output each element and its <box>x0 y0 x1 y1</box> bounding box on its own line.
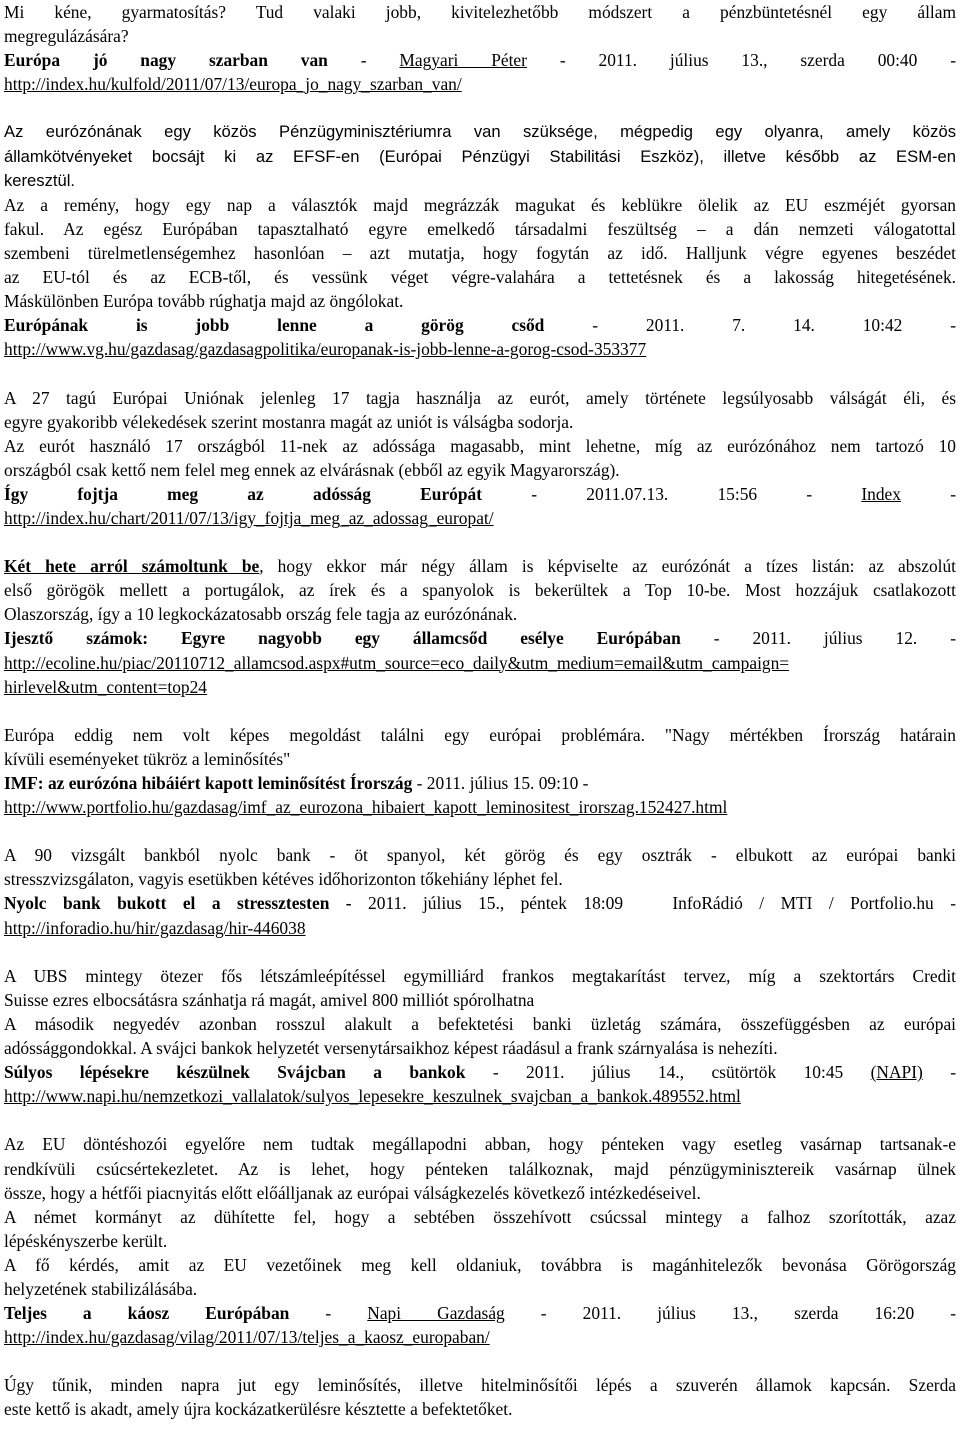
article-url[interactable]: http://www.napi.hu/nemzetkozi_vallalatok/sulyos_lepesekre_keszulnek_svajcban_a_bankok.489552.html <box>4 1086 741 1107</box>
article-url[interactable]: http://inforadio.hu/hir/gazdasag/hir-446038 <box>4 917 306 938</box>
paragraph-line: Az EU döntéshozói egyelőre nem tudtak megállapodni abban, hogy pénteken vagy esetleg vasárnap tartsanak-e <box>4 1134 956 1155</box>
paragraph-line: össze, hogy a hétfői piacnyitás előtt előálljanak az európai válságkezelés következő intézkedéseivel. <box>4 1182 701 1203</box>
article-url[interactable]: http://www.vg.hu/gazdasag/gazdasagpolitika/europanak-is-jobb-lenne-a-gorog-csod-353377 <box>4 339 647 360</box>
article-title: Európa jó nagy szarban van <box>4 50 328 71</box>
article-heading <box>4 1060 956 1084</box>
paragraph-line: lépéskényszerbe került. <box>4 1230 168 1251</box>
separator: - <box>289 1303 368 1324</box>
paragraph-line: első görögök mellett a portugálok, az írek és a spanyolok is bekerültek a Top 10-be. Most hozzájuk csatlakozott <box>4 580 956 601</box>
paragraph-line: adóssággondokkal. A svájci bankok helyzetét versenytársaikhoz képest ráadásul a frank szárnyalása is nehezíti. <box>4 1038 778 1059</box>
article-title: Ijesztő számok: Egyre nagyobb egy államcsőd esélye Európában <box>4 628 681 649</box>
article-url[interactable]: hirlevel&utm_content=top24 <box>4 676 207 697</box>
article-url[interactable]: http://index.hu/gazdasag/vilag/2011/07/13/teljes_a_kaosz_europaban/ <box>4 1327 490 1348</box>
paragraph-line: államkötvényeket bocsájt ki az EFSF-en (Európai Pénzügyi Stabilitási Eszköz), illetve később az ESM-en <box>4 146 956 166</box>
paragraph-line: egyre gyakoribb vélekedések szerint mostanra magát az uniót is válságba sodorja. <box>4 411 574 432</box>
article-heading <box>4 771 956 795</box>
article-heading <box>4 626 956 650</box>
article-date: - 2011. július 13., szerda 16:20 - <box>504 1303 957 1324</box>
article-heading <box>4 1301 956 1325</box>
article-heading <box>4 313 956 337</box>
paragraph-line: stresszvizsgálaton, vagyis esetükben kétéves időhorizonton tőkehiány léphet fel. <box>4 869 563 890</box>
separator: - <box>327 50 400 71</box>
article-date: - 2011. július 12. - <box>680 628 956 649</box>
paragraph-line: Az eurót használó 17 országból 11-nek az adóssága magasabb, mint lehetne, míg az eurózónához nem tartozó 10 <box>4 435 956 456</box>
paragraph-line <box>4 554 956 578</box>
paragraph-line: Az eurózónának egy közös Pénzügyminisztériumra van szüksége, mégpedig egy olyanra, amely közös <box>4 122 956 142</box>
paragraph-line: A második negyedév azonban rosszul alakult a befektetési banki üzletág számára, összefüggésben az európai <box>4 1013 956 1034</box>
article-date: - 2011. július 13., szerda 00:40 - <box>526 50 956 71</box>
separator: - <box>922 1062 956 1083</box>
paragraph-line: megregulázására? <box>4 26 129 47</box>
paragraph-line: keresztül. <box>4 170 76 190</box>
paragraph-line: szembeni türelmetlenségemhez hasonlóan – azt mutatja, hogy fogytán az idő. Halljunk végre egyenes beszédet <box>4 242 956 263</box>
paragraph-line: A 27 tagú Európai Uniónak jelenleg 17 tagja használja az eurót, amely története legsúlyosabb válságát éli, és <box>4 387 956 408</box>
paragraph-line: A 90 vizsgált bankból nyolc bank - öt spanyol, két görög és egy osztrák - elbukott az európai banki <box>4 845 956 866</box>
article-heading <box>4 891 956 915</box>
paragraph-line: este kettő is akadt, amely újra kockázatkerülésre késztette a befektetőket. <box>4 1399 513 1420</box>
article-url[interactable]: http://www.portfolio.hu/gazdasag/imf_az_eurozona_hibaiert_kapott_leminositest_irorszag.152427.html <box>4 797 728 818</box>
source-link[interactable]: Napi Gazdaság <box>367 1303 505 1324</box>
article-url[interactable]: http://ecoline.hu/piac/20110712_allamcsod.aspx#utm_source=eco_daily&utm_medium=email&utm_campaign= <box>4 652 790 673</box>
article-date: - 2011. július 15. 09:10 - <box>412 773 589 793</box>
paragraph-line: rendkívüli csúcsértekezletet. Az is lehet, hogy pénteken találkoznak, majd pénzügyminisztereik vasárnap ülnek <box>4 1158 956 1179</box>
article-date: - 2011.07.13. 15:56 - <box>482 483 862 504</box>
source-link[interactable]: Index <box>861 483 901 504</box>
separator: - <box>900 483 956 504</box>
paragraph-line: az EU-tól és az ECB-től, és vessünk véget végre-valahára a tettetésnek és a lakosság hitegetésének. <box>4 267 956 288</box>
paragraph-line: Európa eddig nem volt képes megoldást találni egy európai problémára. "Nagy mértékben Írország határain <box>4 724 956 745</box>
article-title: Nyolc bank bukott el a stressztesten - <box>4 893 352 914</box>
article-url[interactable]: http://index.hu/chart/2011/07/13/igy_fojtja_meg_az_adossag_europat/ <box>4 507 494 528</box>
paragraph-line: A német kormányt az dühítette fel, hogy a sebtében összehívott csúcssal mintegy a falhoz szorították, azaz <box>4 1206 956 1227</box>
article-title: IMF: az eurózóna hibáiért kapott leminősítést Írország <box>4 773 413 793</box>
article-title: Így fojtja meg az adósság Európát <box>4 483 483 504</box>
source-link[interactable]: (NAPI) <box>870 1062 923 1083</box>
lead-link[interactable]: Két hete arról számoltunk be <box>4 556 260 577</box>
paragraph-line: fakul. Az egész Európában tapasztalható egyre emelkedő társadalmi feszültség – a dán nemzeti válogatottal <box>4 218 956 239</box>
article-heading <box>4 482 956 506</box>
article-title: Európának is jobb lenne a görög csőd <box>4 315 545 336</box>
paragraph-line: Suisse ezres elbocsátásra szánhatja rá magát, amivel 800 milliót spórolhatna <box>4 989 535 1010</box>
paragraph-line: Mi kéne, gyarmatosítás? Tud valaki jobb, kivitelezhetőbb módszert a pénzbüntetésnél egy állam <box>4 2 956 22</box>
article-date: - 2011. 7. 14. 10:42 - <box>544 315 956 336</box>
paragraph-line: Máskülönben Európa tovább rúghatja majd az öngólokat. <box>4 291 404 312</box>
paragraph-line: országból csak kettő nem felel meg ennek az elvárásnak (ebből az egyik Magyarország). <box>4 459 620 480</box>
article-title: Teljes a káosz Európában <box>4 1303 290 1324</box>
paragraph-text: , hogy ekkor már négy állam is képviselte az eurózónát a tízes listán: az abszolút <box>259 556 956 577</box>
paragraph-line: A UBS mintegy ötezer fős létszámleépítéssel egymilliárd frankos megtakarítást tervez, míg a szektortárs Credit <box>4 965 956 986</box>
paragraph-line: Olaszország, így a 10 legkockázatosabb ország fele tagja az eurózónának. <box>4 604 518 625</box>
paragraph-line: kívüli eseményeket tükröz a leminősítés" <box>4 748 291 769</box>
source-link[interactable]: Magyari Péter <box>399 50 527 71</box>
article-url[interactable]: http://index.hu/kulfold/2011/07/13/europa_jo_nagy_szarban_van/ <box>4 74 462 95</box>
article-heading <box>4 48 956 72</box>
paragraph-line: A fő kérdés, amit az EU vezetőinek meg kell oldaniuk, továbbra is magánhitelezők bevonása Görögország <box>4 1254 956 1275</box>
article-date: - 2011. július 14., csütörtök 10:45 <box>465 1062 871 1083</box>
article-date: 2011. július 15., péntek 18:09 InfoRádió / MTI / Portfolio.hu - <box>351 893 956 914</box>
paragraph-line: helyzetének stabilizálásába. <box>4 1278 198 1299</box>
paragraph-line: Az a remény, hogy egy nap a választók majd megrázzák magukat és keblükre ölelik az EU eszméjét gyorsan <box>4 194 956 215</box>
paragraph-line: Úgy tűnik, minden napra jut egy leminősítés, illetve hitelminősítői lépés a szuverén államok kapcsán. Szerda <box>4 1375 956 1396</box>
article-title: Súlyos lépésekre készülnek Svájcban a bankok <box>4 1062 466 1083</box>
